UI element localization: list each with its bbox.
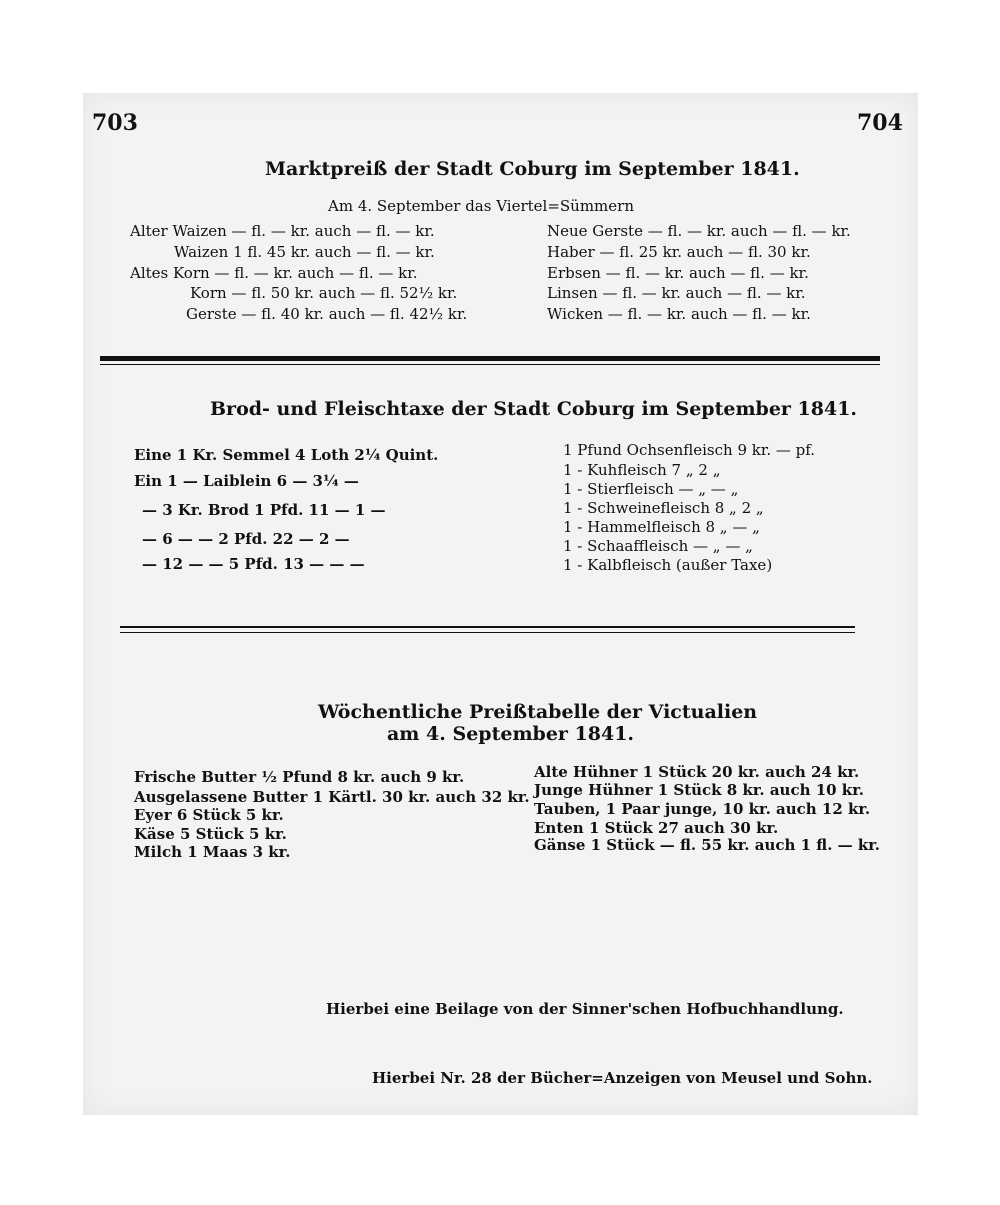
section-divider: [120, 626, 855, 628]
market-title: Marktpreiß der Stadt Coburg im September 1841.: [265, 158, 800, 180]
brod-title: Brod- und Fleischtaxe der Stadt Coburg im September 1841.: [210, 398, 858, 420]
fleisch-row: 1 - Schaaffleisch — „ — „: [563, 537, 753, 555]
market-right-row: Neue Gerste — fl. — kr. auch — fl. — kr.: [547, 222, 851, 240]
fleisch-row: 1 - Hammelfleisch 8 „ — „: [563, 518, 760, 536]
footer-notice-anzeigen: Hierbei Nr. 28 der Bücher=Anzeigen von Meusel und Sohn.: [372, 1069, 873, 1087]
section-divider: [100, 356, 880, 361]
weekly-right-row: Gänse 1 Stück — fl. 55 kr. auch 1 fl. — kr.: [534, 836, 881, 854]
market-right-row: Wicken — fl. — kr. auch — fl. — kr.: [547, 305, 811, 323]
fleisch-row: 1 - Schweinefleisch 8 „ 2 „: [563, 499, 764, 517]
weekly-left-row: Frische Butter ½ Pfund 8 kr. auch 9 kr.: [134, 768, 465, 786]
market-left-row: Altes Korn — fl. — kr. auch — fl. — kr.: [130, 264, 418, 282]
fleisch-row: 1 - Stierfleisch — „ — „: [563, 480, 739, 498]
page-number-right: 704: [857, 110, 903, 136]
section-divider-thin: [100, 364, 880, 365]
weekly-left-row: Käse 5 Stück 5 kr.: [134, 825, 287, 843]
market-right-row: Erbsen — fl. — kr. auch — fl. — kr.: [547, 264, 809, 282]
brod-left-row: Ein 1 — Laiblein 6 — 3¼ —: [134, 472, 359, 490]
market-left-row: Alter Waizen — fl. — kr. auch — fl. — kr.: [130, 222, 435, 240]
brod-left-row: — 3 Kr. Brod 1 Pfd. 11 — 1 —: [142, 501, 386, 519]
weekly-left-row: Ausgelassene Butter 1 Kärtl. 30 kr. auch 32 kr.: [134, 788, 530, 806]
market-left-row: Gerste — fl. 40 kr. auch — fl. 42½ kr.: [186, 305, 468, 323]
weekly-subtitle: am 4. September 1841.: [387, 723, 635, 745]
weekly-right-row: Alte Hühner 1 Stück 20 kr. auch 24 kr.: [534, 763, 860, 781]
market-subtitle: Am 4. September das Viertel=Sümmern: [328, 197, 634, 215]
brod-left-row: Eine 1 Kr. Semmel 4 Loth 2¼ Quint.: [134, 446, 439, 464]
weekly-right-row: Junge Hühner 1 Stück 8 kr. auch 10 kr.: [534, 781, 864, 799]
weekly-left-row: Milch 1 Maas 3 kr.: [134, 843, 291, 861]
fleisch-row: 1 Pfund Ochsenfleisch 9 kr. — pf.: [563, 441, 816, 459]
footer-notice-beilage: Hierbei eine Beilage von der Sinner'schen Hofbuchhandlung.: [326, 1000, 844, 1018]
brod-left-row: — 12 — — 5 Pfd. 13 — — —: [142, 555, 365, 573]
page-number-left: 703: [92, 110, 138, 136]
weekly-title: Wöchentliche Preißtabelle der Victualien: [318, 701, 758, 723]
section-divider-thin: [120, 632, 855, 633]
weekly-right-row: Enten 1 Stück 27 auch 30 kr.: [534, 819, 779, 837]
fleisch-row: 1 - Kuhfleisch 7 „ 2 „: [563, 461, 721, 479]
weekly-left-row: Eyer 6 Stück 5 kr.: [134, 806, 284, 824]
market-right-row: Linsen — fl. — kr. auch — fl. — kr.: [547, 284, 806, 302]
weekly-right-row: Tauben, 1 Paar junge, 10 kr. auch 12 kr.: [534, 800, 871, 818]
market-left-row: Waizen 1 fl. 45 kr. auch — fl. — kr.: [174, 243, 435, 261]
brod-left-row: — 6 — — 2 Pfd. 22 — 2 —: [142, 530, 350, 548]
fleisch-row: 1 - Kalbfleisch (außer Taxe): [563, 556, 773, 574]
market-left-row: Korn — fl. 50 kr. auch — fl. 52½ kr.: [190, 284, 458, 302]
market-right-row: Haber — fl. 25 kr. auch — fl. 30 kr.: [547, 243, 811, 261]
